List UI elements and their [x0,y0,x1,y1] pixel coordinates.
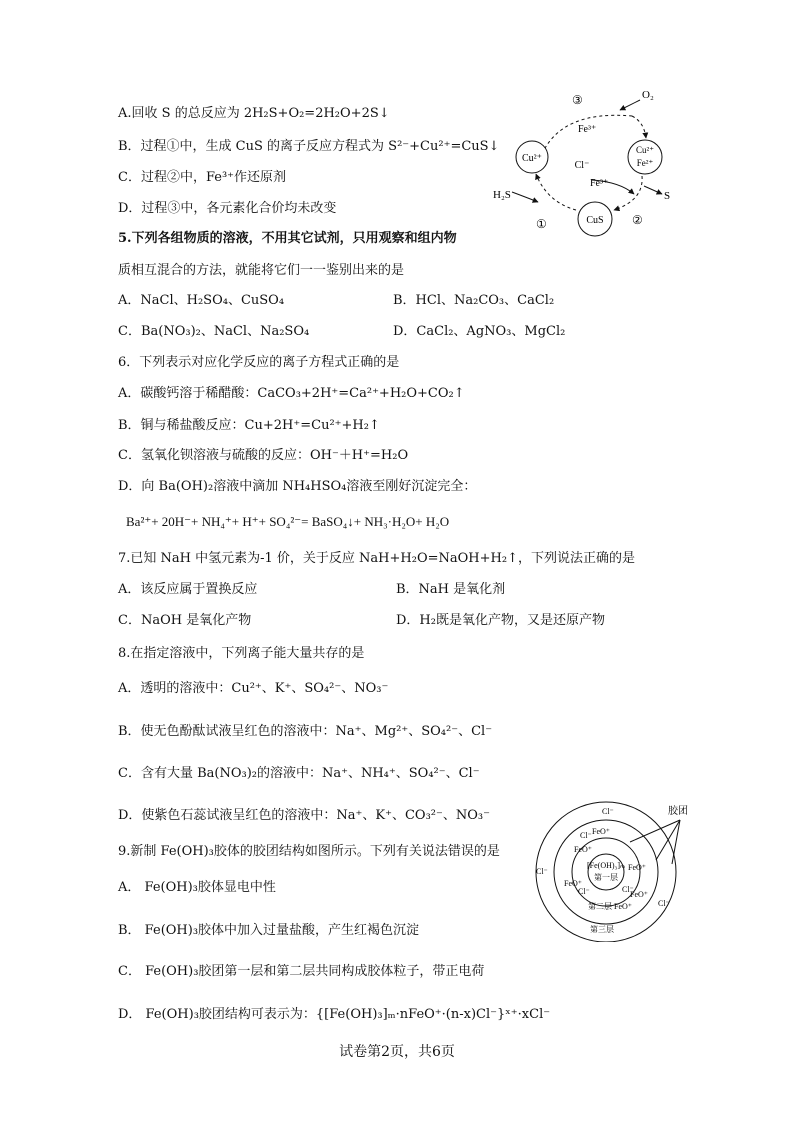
diagram-cu-left: Cu²⁺ [522,153,542,164]
cl-inner-right: Cl⁻ [622,885,634,894]
q8-stem: 8.在指定溶液中，下列离子能大量共存的是 [118,646,365,661]
label-layer1: 第一层 [594,873,618,882]
q5-option-a: A．NaCl、H₂SO₄、CuSO₄ [118,293,285,308]
q7-option-a: A．该反应属于置换反应 [118,582,258,597]
feo-right: FeO⁺ [628,863,646,872]
feo-bottom-left: FeO⁺ [564,879,582,888]
q4-option-b: B．过程①中，生成 CuS 的离子反应方程式为 S²⁻+Cu²⁺=CuS↓ [118,139,500,154]
diagram-cus: CuS [586,215,604,226]
colloid-micelle-diagram [530,782,720,942]
label-jiaotuan: 胶团 [668,806,688,817]
q7-stem: 7.已知 NaH 中氢元素为-1 价，关于反应 NaH+H₂O=NaOH+H₂↑，下列说法正确的是 [118,551,635,566]
q7-option-d: D．H₂既是氧化产物，又是还原产物 [396,613,605,628]
q5-stem-line2: 质相互混合的方法，就能将它们一一鉴别出来的是 [118,263,405,278]
label-layer3: 第三层 [590,925,614,934]
q5-option-b: B．HCl、Na₂CO₃、CaCl₂ [393,293,555,308]
cl-left: Cl⁻ [536,867,548,876]
cl-inner-left: Cl⁻ [580,831,592,840]
diagram-s: S [664,190,671,202]
q6-option-d: D．向 Ba(OH)₂溶液中滴加 NH₄HSO₄溶液至刚好沉淀完全： [118,479,477,494]
feo-top: FeO⁺ [592,827,610,836]
q6-stem: 6．下列表示对应化学反应的离子方程式正确的是 [118,355,400,370]
q4-option-d: D．过程③中，各元素化合价均未改变 [118,201,337,216]
q7-option-c: C．NaOH 是氧化产物 [118,613,252,628]
q4-cycle-diagram [492,82,692,242]
q8-option-b: B．使无色酚酞试液呈红色的溶液中：Na⁺、Mg²⁺、SO₄²⁻、Cl⁻ [118,724,493,739]
q9-option-c: C． Fe(OH)₃胶团第一层和第二层共同构成胶体粒子，带正电荷 [118,964,485,979]
diagram-fe3-bottom: Fe³⁺ [590,178,609,189]
q6-option-b: B．铜与稀盐酸反应：Cu+2H⁺=Cu²⁺+H₂↑ [118,418,380,433]
q8-option-c: C．含有大量 Ba(NO₃)₂的溶液中：Na⁺、NH₄⁺、SO₄²⁻、Cl⁻ [118,766,480,781]
core-circle [588,854,624,890]
label-core: [Fe(OH)₃]ₘ [587,861,625,870]
diagram-cl: Cl⁻ [574,160,590,171]
diagram-n1: ① [536,217,547,231]
diagram-right-fe: Fe²⁺ [636,158,654,168]
feo-lower-right: FeO⁺ [630,890,648,899]
q6-option-a: A．碳酸钙溶于稀醋酸：CaCO₃+2H⁺=Ca²⁺+H₂O+CO₂↑ [118,386,465,401]
diagram-fe3-top: Fe³⁺ [578,124,597,135]
diagram-right-cu: Cu²⁺ [636,145,654,155]
q8-option-d: D．使紫色石蕊试液呈红色的溶液中：Na⁺、K⁺、CO₃²⁻、NO₃⁻ [118,808,490,823]
cl-outer-right: Cl⁻ [658,899,670,908]
q5-option-d: D．CaCl₂、AgNO₃、MgCl₂ [393,324,566,339]
diagram-h2s: H₂S [493,189,511,201]
page-footer: 试卷第2页，共6页 [339,1044,455,1060]
q4-option-a: A.回收 S 的总反应为 2H₂S+O₂=2H₂O+2S↓ [118,106,390,121]
q5-stem-line1: 5.下列各组物质的溶液，不用其它试剂，只用观察和组内物 [118,231,457,246]
layer3-circle [536,802,676,942]
diagram-o2: O₂ [642,89,654,101]
diagram-n2: ② [632,213,643,227]
q9-option-a: A． Fe(OH)₃胶体显电中性 [118,880,276,895]
diagram-n3: ③ [572,93,583,107]
q4-option-c: C．过程②中，Fe³⁺作还原剂 [118,170,287,185]
cl-top: Cl⁻ [602,807,614,816]
q6-option-c: C．氢氧化钡溶液与硫酸的反应：OH⁻＋H⁺=H₂O [118,448,409,463]
q7-option-b: B．NaH 是氧化剂 [396,582,506,597]
label-layer2: 第二层 [588,902,612,911]
q8-option-a: A．透明的溶液中：Cu²⁺、K⁺、SO₄²⁻、NO₃⁻ [118,681,389,696]
q5-option-c: C．Ba(NO₃)₂、NaCl、Na₂SO₄ [118,324,310,339]
q9-option-b: B． Fe(OH)₃胶体中加入过量盐酸，产生红褐色沉淀 [118,923,420,938]
cl-bottom-left: Cl⁻ [578,887,590,896]
q6-equation: Ba²⁺+ 20H⁻+ NH₄⁺+ H⁺+ SO₄²⁻= BaSO₄↓+ NH₃·H₂O+ H₂O [126,514,450,529]
feo-bottom-right: FeO⁺ [614,902,632,911]
q9-option-d: D． Fe(OH)₃胶团结构可表示为：{[Fe(OH)₃]ₘ·nFeO⁺·(n-x)Cl⁻}ˣ⁺·xCl⁻ [118,1007,551,1022]
q9-stem: 9.新制 Fe(OH)₃胶体的胶团结构如图所示。下列有关说法错误的是 [118,844,500,859]
feo-left: FeO⁺ [574,845,592,854]
